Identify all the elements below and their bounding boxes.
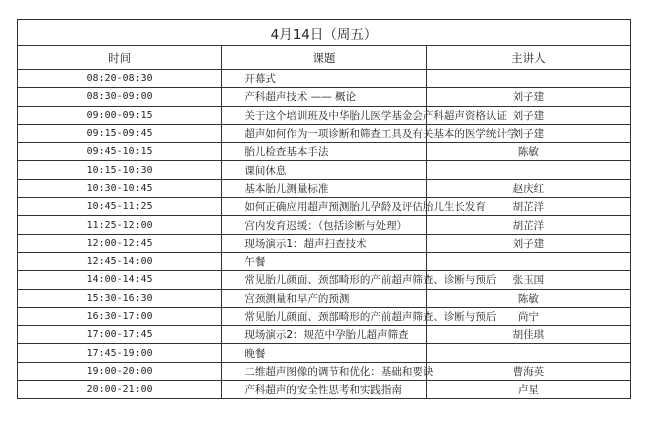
- speaker-cell: 刘子建: [426, 124, 630, 142]
- topic-cell: 产科超声的安全性思考和实践指南: [222, 381, 426, 399]
- time-cell: 09:00-09:15: [18, 106, 222, 124]
- topic-cell: 现场演示1：超声扫查技术: [222, 234, 426, 252]
- table-row: [18, 326, 631, 344]
- speaker-cell: 张玉国: [426, 271, 630, 289]
- table-title: 4月14日（周五）: [18, 20, 631, 46]
- time-cell: 16:30-17:00: [18, 307, 222, 325]
- speaker-cell: [426, 252, 630, 270]
- table-row: [18, 271, 631, 289]
- time-cell: 20:00-21:00: [18, 381, 222, 399]
- topic-cell: 基本胎儿测量标准: [222, 179, 426, 197]
- time-cell: 11:25-12:00: [18, 216, 222, 234]
- table-row: [18, 344, 631, 362]
- topic-cell: 如何正确应用超声预测胎儿孕龄及评估胎儿生长发育: [222, 198, 426, 216]
- speaker-cell: 刘子建: [426, 234, 630, 252]
- speaker-cell: 胡佳琪: [426, 326, 630, 344]
- topic-cell: 二维超声图像的调节和优化：基础和要诀: [222, 362, 426, 380]
- topic-cell: 胎儿检查基本手法: [222, 143, 426, 161]
- speaker-cell: [426, 344, 630, 362]
- speaker-cell: 卢星: [426, 381, 630, 399]
- speaker-cell: 赵庆红: [426, 179, 630, 197]
- time-cell: 19:00-20:00: [18, 362, 222, 380]
- speaker-cell: 陈敏: [426, 143, 630, 161]
- table-row: [18, 216, 631, 234]
- time-cell: 08:20-08:30: [18, 70, 222, 88]
- schedule-table: [17, 19, 631, 399]
- time-cell: 09:45-10:15: [18, 143, 222, 161]
- time-cell: 10:30-10:45: [18, 179, 222, 197]
- time-cell: 08:30-09:00: [18, 88, 222, 106]
- header-row: [18, 46, 631, 70]
- speaker-cell: [426, 161, 630, 179]
- topic-cell: 宫颈测量和早产的预测: [222, 289, 426, 307]
- time-cell: 14:00-14:45: [18, 271, 222, 289]
- time-cell: 12:00-12:45: [18, 234, 222, 252]
- speaker-cell: 陈敏: [426, 289, 630, 307]
- topic-cell: 午餐: [222, 252, 426, 270]
- speaker-cell: 胡芷洋: [426, 198, 630, 216]
- speaker-cell: 曹海英: [426, 362, 630, 380]
- table-row: [18, 179, 631, 197]
- time-cell: 17:00-17:45: [18, 326, 222, 344]
- table-row: [18, 381, 631, 399]
- topic-cell: 产科超声技术 —— 概论: [222, 88, 426, 106]
- table-row: [18, 234, 631, 252]
- speaker-cell: 刘子建: [426, 106, 630, 124]
- topic-cell: 现场演示2：规范中孕胎儿超声筛查: [222, 326, 426, 344]
- topic-cell: 宫内发育迟缓：（包括诊断与处理）: [222, 216, 426, 234]
- topic-cell: 开幕式: [222, 70, 426, 88]
- topic-cell: 常见胎儿颜面、颈部畸形的产前超声筛查、诊断与预后: [222, 271, 426, 289]
- title-row: [18, 20, 631, 46]
- speaker-cell: [426, 70, 630, 88]
- table-row: [18, 88, 631, 106]
- topic-cell: 课间休息: [222, 161, 426, 179]
- topic-cell: 常见胎儿颜面、颈部畸形的产前超声筛查、诊断与预后: [222, 307, 426, 325]
- table-row: [18, 161, 631, 179]
- topic-cell: 超声如何作为一项诊断和筛查工具及有关基本的医学统计学: [222, 124, 426, 142]
- time-column-header: 时间: [18, 46, 222, 70]
- speaker-cell: 胡芷洋: [426, 216, 630, 234]
- schedule-body: [18, 70, 631, 399]
- topic-column-header: 课题: [222, 46, 426, 70]
- topic-cell: 晚餐: [222, 344, 426, 362]
- table-row: [18, 70, 631, 88]
- table-row: [18, 362, 631, 380]
- table-row: [18, 289, 631, 307]
- time-cell: 09:15-09:45: [18, 124, 222, 142]
- table-row: [18, 307, 631, 325]
- topic-cell: 关于这个培训班及中华胎儿医学基金会产科超声资格认证: [222, 106, 426, 124]
- table-row: [18, 106, 631, 124]
- speaker-column-header: 主讲人: [426, 46, 630, 70]
- time-cell: 15:30-16:30: [18, 289, 222, 307]
- time-cell: 17:45-19:00: [18, 344, 222, 362]
- time-cell: 10:45-11:25: [18, 198, 222, 216]
- table-row: [18, 252, 631, 270]
- time-cell: 12:45-14:00: [18, 252, 222, 270]
- table-row: [18, 143, 631, 161]
- table-row: [18, 124, 631, 142]
- speaker-cell: 尚宁: [426, 307, 630, 325]
- table-row: [18, 198, 631, 216]
- speaker-cell: 刘子建: [426, 88, 630, 106]
- time-cell: 10:15-10:30: [18, 161, 222, 179]
